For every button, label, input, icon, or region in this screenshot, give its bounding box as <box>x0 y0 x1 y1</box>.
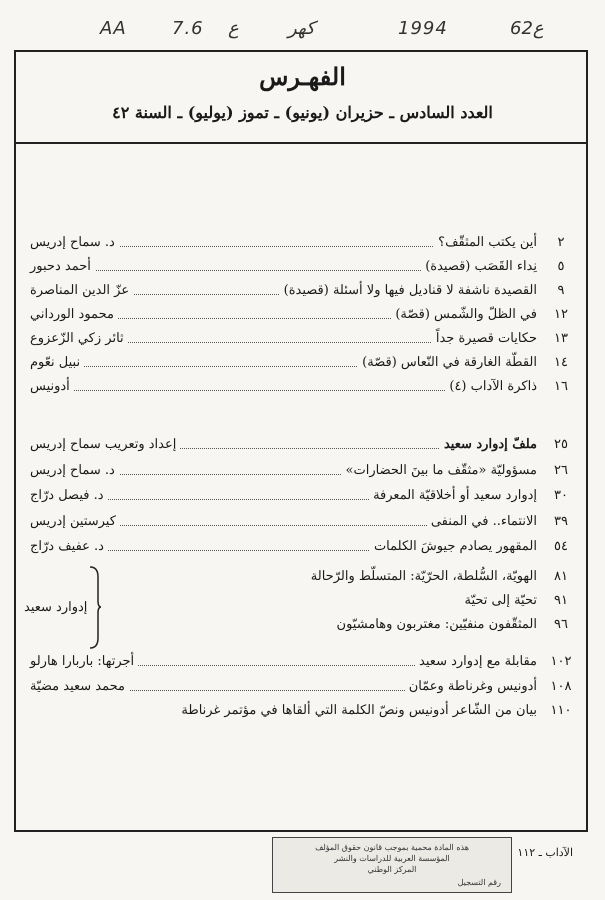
issue-subtitle: العدد السادس ـ حزيران (يونيو) ـ تموز (يوليو) ـ السنة ٤٢ <box>112 103 493 122</box>
toc-page-number: ٢٥ <box>554 437 568 452</box>
toc-page-number: ١٤ <box>554 355 568 370</box>
toc-page-number: ٢ <box>557 235 565 250</box>
stamp-line: المركز الوطني <box>367 865 417 874</box>
toc-page-number: ٥ <box>557 259 565 274</box>
toc-entry <box>30 536 575 558</box>
toc-title: القطّة الغارقة في النّعاس (قصّة) <box>358 352 537 374</box>
toc-author: أدونيس <box>30 376 74 398</box>
page-title: الفهـرس <box>259 62 346 91</box>
toc-title: تحيّة إلى تحيّة <box>461 590 537 612</box>
handwritten-note-6: 6ع2 <box>510 18 544 39</box>
toc-entry <box>30 256 575 278</box>
toc-author: محمد سعيد مضيّة <box>30 676 129 698</box>
handwritten-note-5: 1994 <box>398 18 448 39</box>
group-author: إدوارد سعيد <box>24 600 88 615</box>
toc-entry <box>30 676 575 698</box>
toc-title: نِداء القَصَب (قصيدة) <box>421 256 537 278</box>
toc-entry <box>30 590 575 612</box>
toc-entry <box>30 511 575 533</box>
toc-entry <box>30 614 575 636</box>
toc-page-number: ٨١ <box>554 569 568 584</box>
toc-author: د. سماح إدريس <box>30 232 119 254</box>
toc-page-number: ١٢ <box>554 307 568 322</box>
toc-entry <box>30 376 575 398</box>
brace-icon <box>88 565 102 650</box>
header-divider <box>14 142 588 144</box>
handwritten-note-4: كهر <box>288 18 315 39</box>
toc-page-number: ١٠٨ <box>550 679 572 694</box>
toc-entry <box>30 700 575 722</box>
toc-entry <box>30 232 575 254</box>
toc-title: مقابلة مع إدوارد سعيد <box>415 651 537 673</box>
toc-page-number: ٩ <box>557 283 565 298</box>
toc-title: ذاكرة الآداب (٤) <box>445 376 537 398</box>
stamp-line: هذه المادة محمية بموجب قانون حقوق المؤلف <box>315 843 469 852</box>
toc-title: المثقّفون منفيّين: مغتربون وهامشيّون <box>333 614 537 636</box>
toc-title: أدونيس وغرناطة وعمّان <box>405 676 537 698</box>
toc-author: د. عفيف درّاج <box>30 536 108 558</box>
toc-author: أحمد دحبور <box>30 256 95 278</box>
toc-author: ثائر زكي الزّعزوع <box>30 328 128 350</box>
toc-page-number: ٩٦ <box>554 617 568 632</box>
toc-entry <box>30 304 575 326</box>
toc-page-number: ١١٠ <box>550 703 572 718</box>
page-footer: الآداب ـ ١١٢ <box>517 846 573 859</box>
toc-title: الانتماء.. في المنفى <box>427 511 537 533</box>
toc-entry <box>30 651 575 673</box>
stamp-line: المؤسسة العربية للدراسات والنشر <box>334 854 450 863</box>
toc-title: إدوارد سعيد أو أخلاقيّة المعرفة <box>369 485 537 507</box>
toc-author: كيرستين إدريس <box>30 511 120 533</box>
toc-entry <box>30 485 575 507</box>
toc-author: محمود الورداني <box>30 304 118 326</box>
toc-page-number: ١٣ <box>554 331 568 346</box>
toc-page-number: ٩١ <box>554 593 568 608</box>
toc-page-number: ١٠٢ <box>550 654 572 669</box>
toc-page-number: ٢٦ <box>554 463 568 478</box>
toc-title: القصيدة ناشفة لا قناديل فيها ولا أسئلة (قصيدة) <box>280 280 537 302</box>
toc-title: المقهور يصادم جيوشَ الكلمات <box>370 536 537 558</box>
toc-entry <box>30 566 575 588</box>
toc-page-number: ٣٩ <box>554 514 568 529</box>
stamp-footer: رقم التسجيل <box>457 878 501 887</box>
toc-author: د. سماح إدريس <box>30 460 119 482</box>
library-stamp <box>272 837 512 893</box>
toc-title: أين يكتب المثقّف؟ <box>434 232 537 254</box>
toc-title: حكايات قصيرة جداً <box>432 328 537 350</box>
toc-title: ملفّ إدوارد سعيد <box>440 434 537 456</box>
toc-entry <box>30 460 575 482</box>
toc-title: الهويّة، السُّلطة، الحرّيّة: المتسلّط والرّحالة <box>307 566 537 588</box>
toc-author: أجرتها: باربارا هارلو <box>30 651 138 673</box>
toc-author: نبيل نعّوم <box>30 352 84 374</box>
toc-page-number: ١٦ <box>554 379 568 394</box>
handwritten-note-2: 7.6 <box>172 18 204 39</box>
toc-entry <box>30 352 575 374</box>
toc-author: عزّ الدين المناصرة <box>30 280 133 302</box>
toc-page-number: ٣٠ <box>554 488 568 503</box>
toc-entry <box>30 328 575 350</box>
toc-title: في الظلّ والشّمس (قصّة) <box>391 304 537 326</box>
handwritten-note-3: ع <box>228 18 239 39</box>
toc-author: إعداد وتعريب سماح إدريس <box>30 434 180 456</box>
toc-title: مسؤوليّة «مثقّف ما بينَ الحضارات» <box>342 460 537 482</box>
toc-entry <box>30 434 575 456</box>
toc-entry <box>30 280 575 302</box>
toc-author: د. فيصل درّاج <box>30 485 108 507</box>
toc-page-number: ٥٤ <box>554 539 568 554</box>
handwritten-note-1: AA <box>100 18 127 39</box>
toc-title: بيان من الشّاعر أدونيس ونصّ الكلمة التي ألقاها في مؤتمر غرناطة <box>177 700 537 722</box>
